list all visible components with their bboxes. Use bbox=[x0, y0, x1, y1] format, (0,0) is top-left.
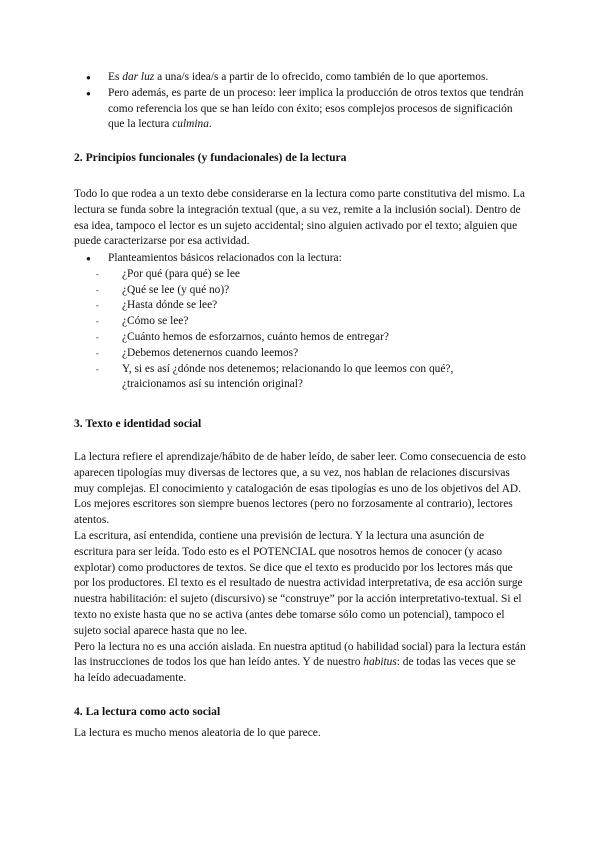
paragraph bbox=[74, 640, 526, 687]
bullet-text: Planteamientos básicos relacionados con la lectura: bbox=[108, 252, 342, 264]
bullet-text: . bbox=[208, 118, 212, 131]
intro-bullet-list bbox=[76, 70, 526, 133]
paragraph-acto: La lectura es mucho menos aleatoria de lo que parece. bbox=[74, 727, 321, 739]
section-heading-principios: 2. Principios funcionales (y fundacionales) de la lectura bbox=[74, 151, 347, 164]
list-item bbox=[76, 251, 526, 393]
question-item: - ¿Por qué (para qué) se lee bbox=[76, 267, 526, 283]
paragraph-principios: Todo lo que rodea a un texto debe considerarse en la lectura como parte constitutiva del mismo. La lectura se funda sobre la integración textual (que, a su vez, remite a la inclusión social). Dentro de esa idea, tampoco el lector es un sujeto accidental; sino alguien activado por el texto; alguien que puede caracterizarse por esa actividad. bbox=[74, 188, 525, 248]
question-item: - Y, si es así ¿dónde nos detenemos; relacionando lo que leemos con qué?, ¿traicionamos así su intención original? bbox=[76, 362, 492, 394]
question-item: - ¿Hasta dónde se lee? bbox=[76, 298, 526, 314]
list-item bbox=[76, 86, 526, 133]
paragraph-text: : de todas las veces que se ha leído adecuadamente. bbox=[74, 656, 516, 685]
emphasis-text: habitus bbox=[363, 656, 397, 669]
emphasis-text: culmina bbox=[172, 118, 209, 131]
paragraph: La escritura, así entendida, contiene una previsión de lectura. Y la lectura una asunción de escritura para ser leída. Todo esto es el POTENCIAL que nosotros hemos de conocer (y acaso explotar) como productores de textos. Se dice que el texto es producido por los lectores más que por los productores. El texto es el resultado de nuestra actividad interpretativa, de esa acción surge nuestra habilitación: el sujeto (discursivo) se “construye” por la acción interpretativo-textual. Si el texto no existe hasta que no se activa (antes debe tomarse sólo como un potencial), tampoco el sujeto social aparece hasta que no lee. bbox=[74, 529, 523, 637]
bullet-text: Pero además, es parte de un proceso: leer implica la producción de otros textos que tendrán como referencia los que se han leído con éxito; esos complejos procesos de significación que la lectura bbox=[108, 86, 524, 131]
questions-list bbox=[76, 267, 526, 393]
section-heading-texto: 3. Texto e identidad social bbox=[74, 417, 202, 430]
bullet-text: Es bbox=[108, 71, 123, 83]
list-item bbox=[76, 70, 526, 86]
question-item: - ¿Qué se lee (y qué no)? bbox=[76, 283, 526, 299]
section-heading-acto: 4. La lectura como acto social bbox=[74, 705, 221, 718]
question-item: - ¿Cuánto hemos de esforzarnos, cuánto hemos de entregar? bbox=[76, 330, 526, 346]
paragraph-text: Pero la lectura no es una acción aislada. En nuestra aptitud (o habilidad social) para la lectura están las instrucciones de todos los que han leído antes. Y de nuestro bbox=[74, 640, 526, 669]
paragraph: La lectura refiere el aprendizaje/hábito de de haber leído, de saber leer. Como consecuencia de esto aparecen tipologías muy diversas de lectores que, a su vez, nos hablan de relaciones discursivas muy complejas. El conocimiento y catalogación de esas tipologías es uno de los objetivos del AD. Los mejores escritores son siempre buenos lectores (pero no forzosamente al contrario), lectores atentos. bbox=[74, 451, 526, 527]
section-body-texto bbox=[74, 450, 526, 687]
bullet-text: a una/s idea/s a partir de lo ofrecido, como también de lo que aportemos. bbox=[154, 71, 489, 83]
question-item: - ¿Cómo se lee? bbox=[76, 314, 526, 330]
emphasis-text: dar luz bbox=[122, 71, 155, 83]
question-item: - ¿Debemos detenernos cuando leemos? bbox=[76, 346, 526, 362]
planteamientos-bullet-list bbox=[76, 251, 526, 393]
